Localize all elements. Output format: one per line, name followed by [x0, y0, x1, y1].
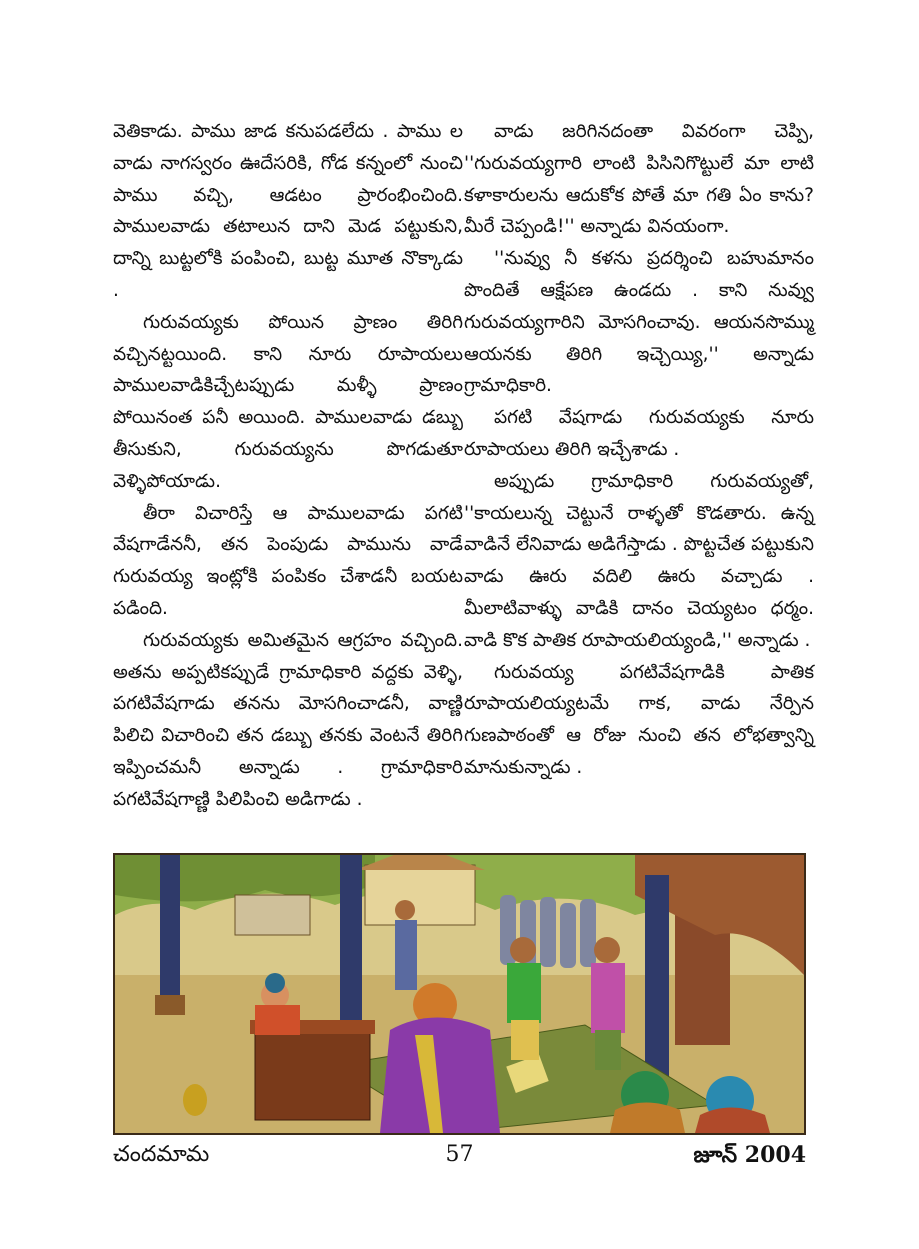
- article-right-column: [464, 116, 814, 784]
- issue-date: జూన్ 2004: [693, 1142, 806, 1168]
- page-number: 57: [445, 1142, 474, 1167]
- paragraph: గురువయ్యకు అమితమైన ఆగ్రహం వచ్చింది. అతను అప్పటికప్పుడే గ్రామాధికారి వద్దకు వెళ్ళి, పగటివేషగాడు తనను మోసగించాడనీ, వాణ్ణి పిలిచి విచారించి తన డబ్బు తనకు వెంటనే తిరిగి ఇప్పించమనీ అన్నాడు . గ్రామాధికారి పగటివేషగాణ్ణి పిలిపించి అడిగాడు .: [113, 629, 463, 810]
- paragraph: వెతికాడు. పాము జాడ కనుపడలేదు . పాము ల వాడు నాగస్వరం ఊదేసరికి, గోడ కన్నంలో నుంచి పాము వచ్చి, ఆడటం ప్రారంభించింది. పాములవాడు తటాలున దాని మెడ పట్టుకుని, దాన్ని బుట్టలోకి పంపించి, బుట్ట మూత నొక్కాడు .: [113, 121, 463, 301]
- paragraph: వాడు జరిగినదంతా వివరంగా చెప్పి, ''గురువయ్యగారి లాంటి పిసినిగొట్టులే మా లాటి కళాకారులను ఆదుకోక పోతే మా గతి ఏం కాను? మీరే చెప్పండి!'' అన్నాడు వినయంగా.: [464, 121, 814, 238]
- article-left-column: [113, 116, 463, 816]
- paragraph: గురువయ్యకు పోయిన ప్రాణం తిరిగి వచ్చినట్టయింది. కాని నూరు రూపాయలు పాములవాడికిచ్చేటప్పుడు మళ్ళీ ప్రాణం పోయినంత పనీ అయింది. పాములవాడు డబ్బు తీసుకుని, గురువయ్యను పొగడుతూ వెళ్ళిపోయాడు.: [113, 311, 463, 492]
- paragraph: ''నువ్వు నీ కళను ప్రదర్శించి బహుమానం పొందితే ఆక్షేపణ ఉండదు . కాని నువ్వు గురువయ్యగారిని మోసగించావు. ఆయనసొమ్ము ఆయనకు తిరిగి ఇచ్చెయ్యి,'' అన్నాడు గ్రామాధికారి.: [464, 248, 814, 397]
- story-illustration: [113, 853, 806, 1135]
- paragraph: అప్పుడు గ్రామాధికారి గురువయ్యతో, ''కాయలున్న చెట్టునే రాళ్ళతో కొడతారు. ఉన్న వాడినే లేనివాడు అడిగేస్తాడు . పొట్టచేత పట్టుకుని వాడు ఊరు వదిలి ఊరు వచ్చాడు . మీలాటివాళ్ళు వాడికి దానం చెయ్యటం ధర్మం. వాడి కొక పాతిక రూపాయలియ్యండి,'' అన్నాడు .: [464, 470, 814, 651]
- paragraph: పగటి వేషగాడు గురువయ్యకు నూరు రూపాయలు తిరిగి ఇచ్చేశాడు .: [464, 407, 814, 460]
- magazine-name: చందమామ: [113, 1142, 210, 1167]
- page-footer: [113, 1142, 806, 1178]
- paragraph: గురువయ్య పగటివేషగాడికి పాతిక రూపాయలియ్యటమే గాక, వాడు నేర్పిన గుణపాఠంతో ఆ రోజు నుంచి తన లోభత్వాన్ని మానుకున్నాడు .: [464, 661, 814, 778]
- court-scene-drawing: [115, 855, 804, 1133]
- paragraph: తీరా విచారిస్తే ఆ పాములవాడు పగటి వేషగాడేననీ, తన పెంపుడు పామును వాడే గురువయ్య ఇంట్లోకి పంపికం చేశాడనీ బయట పడింది.: [113, 502, 463, 619]
